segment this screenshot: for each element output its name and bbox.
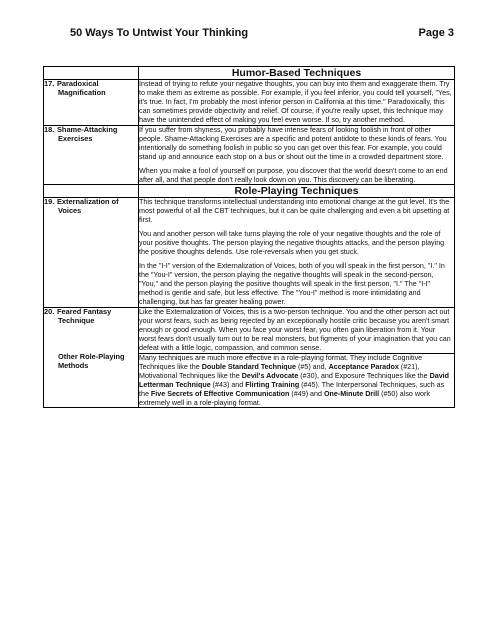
technique-reference: David Letterman Technique [139,371,450,389]
technique-name-line1: Feared Fantasy [57,306,112,316]
page-number: Page 3 [418,27,454,39]
technique-number: 20. [44,306,55,316]
technique-reference: One-Minute Drill [323,389,380,398]
description-paragraph: You and another person will take turns playing the role of your negative thoughts and the role of your positive thoughts. The person playing the negative thoughts attacks, and the person playing the positive thoughts defends. Use role-reversals when you get stuck. [139,230,445,257]
technique-label-18 [44,125,139,185]
page-header [70,27,454,39]
section-header-row [44,185,455,198]
technique-reference: Double Standard Technique [201,362,297,371]
technique-label-19 [44,198,139,307]
text-run: (#49) and [289,389,324,398]
technique-description-18 [139,125,455,185]
other-methods-row [44,353,455,408]
section-header-row [44,67,455,80]
text-run: (#30), and Exposure Techniques like the [298,371,430,380]
spacer-cell [44,185,139,198]
technique-description-17 [139,80,455,126]
description-paragraph: In the "I-I" version of the Externalization of Voices, both of you will speak in the first person, "I." In the "You-I" version, the person playing the negative thoughts will speak in the second-person, "You," and the person playing the positive thoughts will speak in the first person, "I." The "I-I" method is gentle and safe, but less effective. The "You-I" method is more intimidating and challenging, but has far greater healing power. [139,262,445,307]
technique-number: 17. [44,79,55,88]
description-paragraph: If you suffer from shyness, you probably have intense fears of looking foolish in front of other people. Shame-Attacking Exercises are a specific and potent antidote to these kinds of fears. You intentionally do something foolish in public so you can get over this fear. For example, you could stand up and announce each stop on a bus or shout out the time in a crowded department store. [139,125,447,161]
description-paragraph: Instead of trying to refute your negative thoughts, you can buy into them and exaggerate them. Try to make them as extreme as possible. For example, if you feel inferior, you could tell yourself, "Yes, it's true. In fact, I'm probably the most inferior person in California at this time." Paradoxically, this can sometimes provide objectivity and relief. Of course, if you're really upset, this technique may have the unintended effect of making you feel even worse. If so, try another method. [139,80,452,124]
other-methods-label [44,353,139,408]
section-title-humor: Humor-Based Techniques [139,67,455,80]
technique-name-line1: Shame-Attacking [57,124,118,134]
technique-number: 19. [44,197,55,207]
techniques-table [43,66,455,408]
technique-number: 18. [44,124,55,134]
technique-reference: Devil's Advocate [241,371,299,380]
spacer-cell [44,67,139,80]
technique-label-17 [44,80,139,126]
technique-reference: Five Secrets of Effective Communication [150,389,290,398]
technique-row-20 [44,307,455,353]
technique-row-19 [44,198,455,307]
technique-reference: Acceptance Paradox [328,362,399,371]
text-run: (#43) and [210,380,246,389]
technique-name-line2: Technique [58,315,95,325]
technique-name-line2: Magnification [58,87,106,97]
technique-row-18 [44,125,455,185]
technique-description-20 [139,307,455,353]
technique-name-line2: Voices [58,206,82,216]
other-methods-name-line2: Methods [58,361,89,371]
technique-reference: Flirting Training [245,380,300,389]
description-paragraph: Like the Externalization of Voices, this is a two-person technique. You and the other person act out your worst fears, such as being rejected by an exceptionally hostile critic because you aren't smart enough or good enough. When you face your worst fear, you often gain liberation from it. Your worst fears don't usually turn out to be real monsters, but figments of your imagination that you can defeat with a little logic, compassion, and common sense. [139,307,451,352]
text-run: (#45). The Interpersonal Techniques, such as the [139,380,445,398]
technique-name-line2: Exercises [58,133,93,143]
description-paragraph [139,354,454,408]
document-title: 50 Ways To Untwist Your Thinking [70,27,249,39]
section-title-role-playing: Role-Playing Techniques [139,185,455,198]
technique-label-20 [44,307,139,353]
technique-name-line1: Paradoxical [57,79,99,88]
text-run: Many techniques are much more effective in a role-playing format. They include Cognitive Techniques like the [139,353,423,371]
technique-row-17 [44,80,455,126]
description-paragraph: When you make a fool of yourself on purpose, you discover that the world doesn't come to an end after all, and that people don't really look down on you. This discovery can be liberating. [139,166,448,184]
other-methods-name-line1: Other Role-Playing [58,352,125,362]
description-paragraph: This technique transforms intellectual understanding into emotional change at the gut level. It's the most powerful of all the CBT techniques, but it can be quite challenging and even a bit upsetting at first. [139,198,450,225]
technique-description-19 [139,198,455,307]
text-run: (#21), Motivational Techniques like the [139,362,420,380]
text-run: (#50) also work extremely well in a role-playing format. [139,389,430,407]
technique-name-line1: Externalization of [57,197,119,207]
other-methods-description [139,353,455,408]
text-run: (#5) and, [296,362,329,371]
